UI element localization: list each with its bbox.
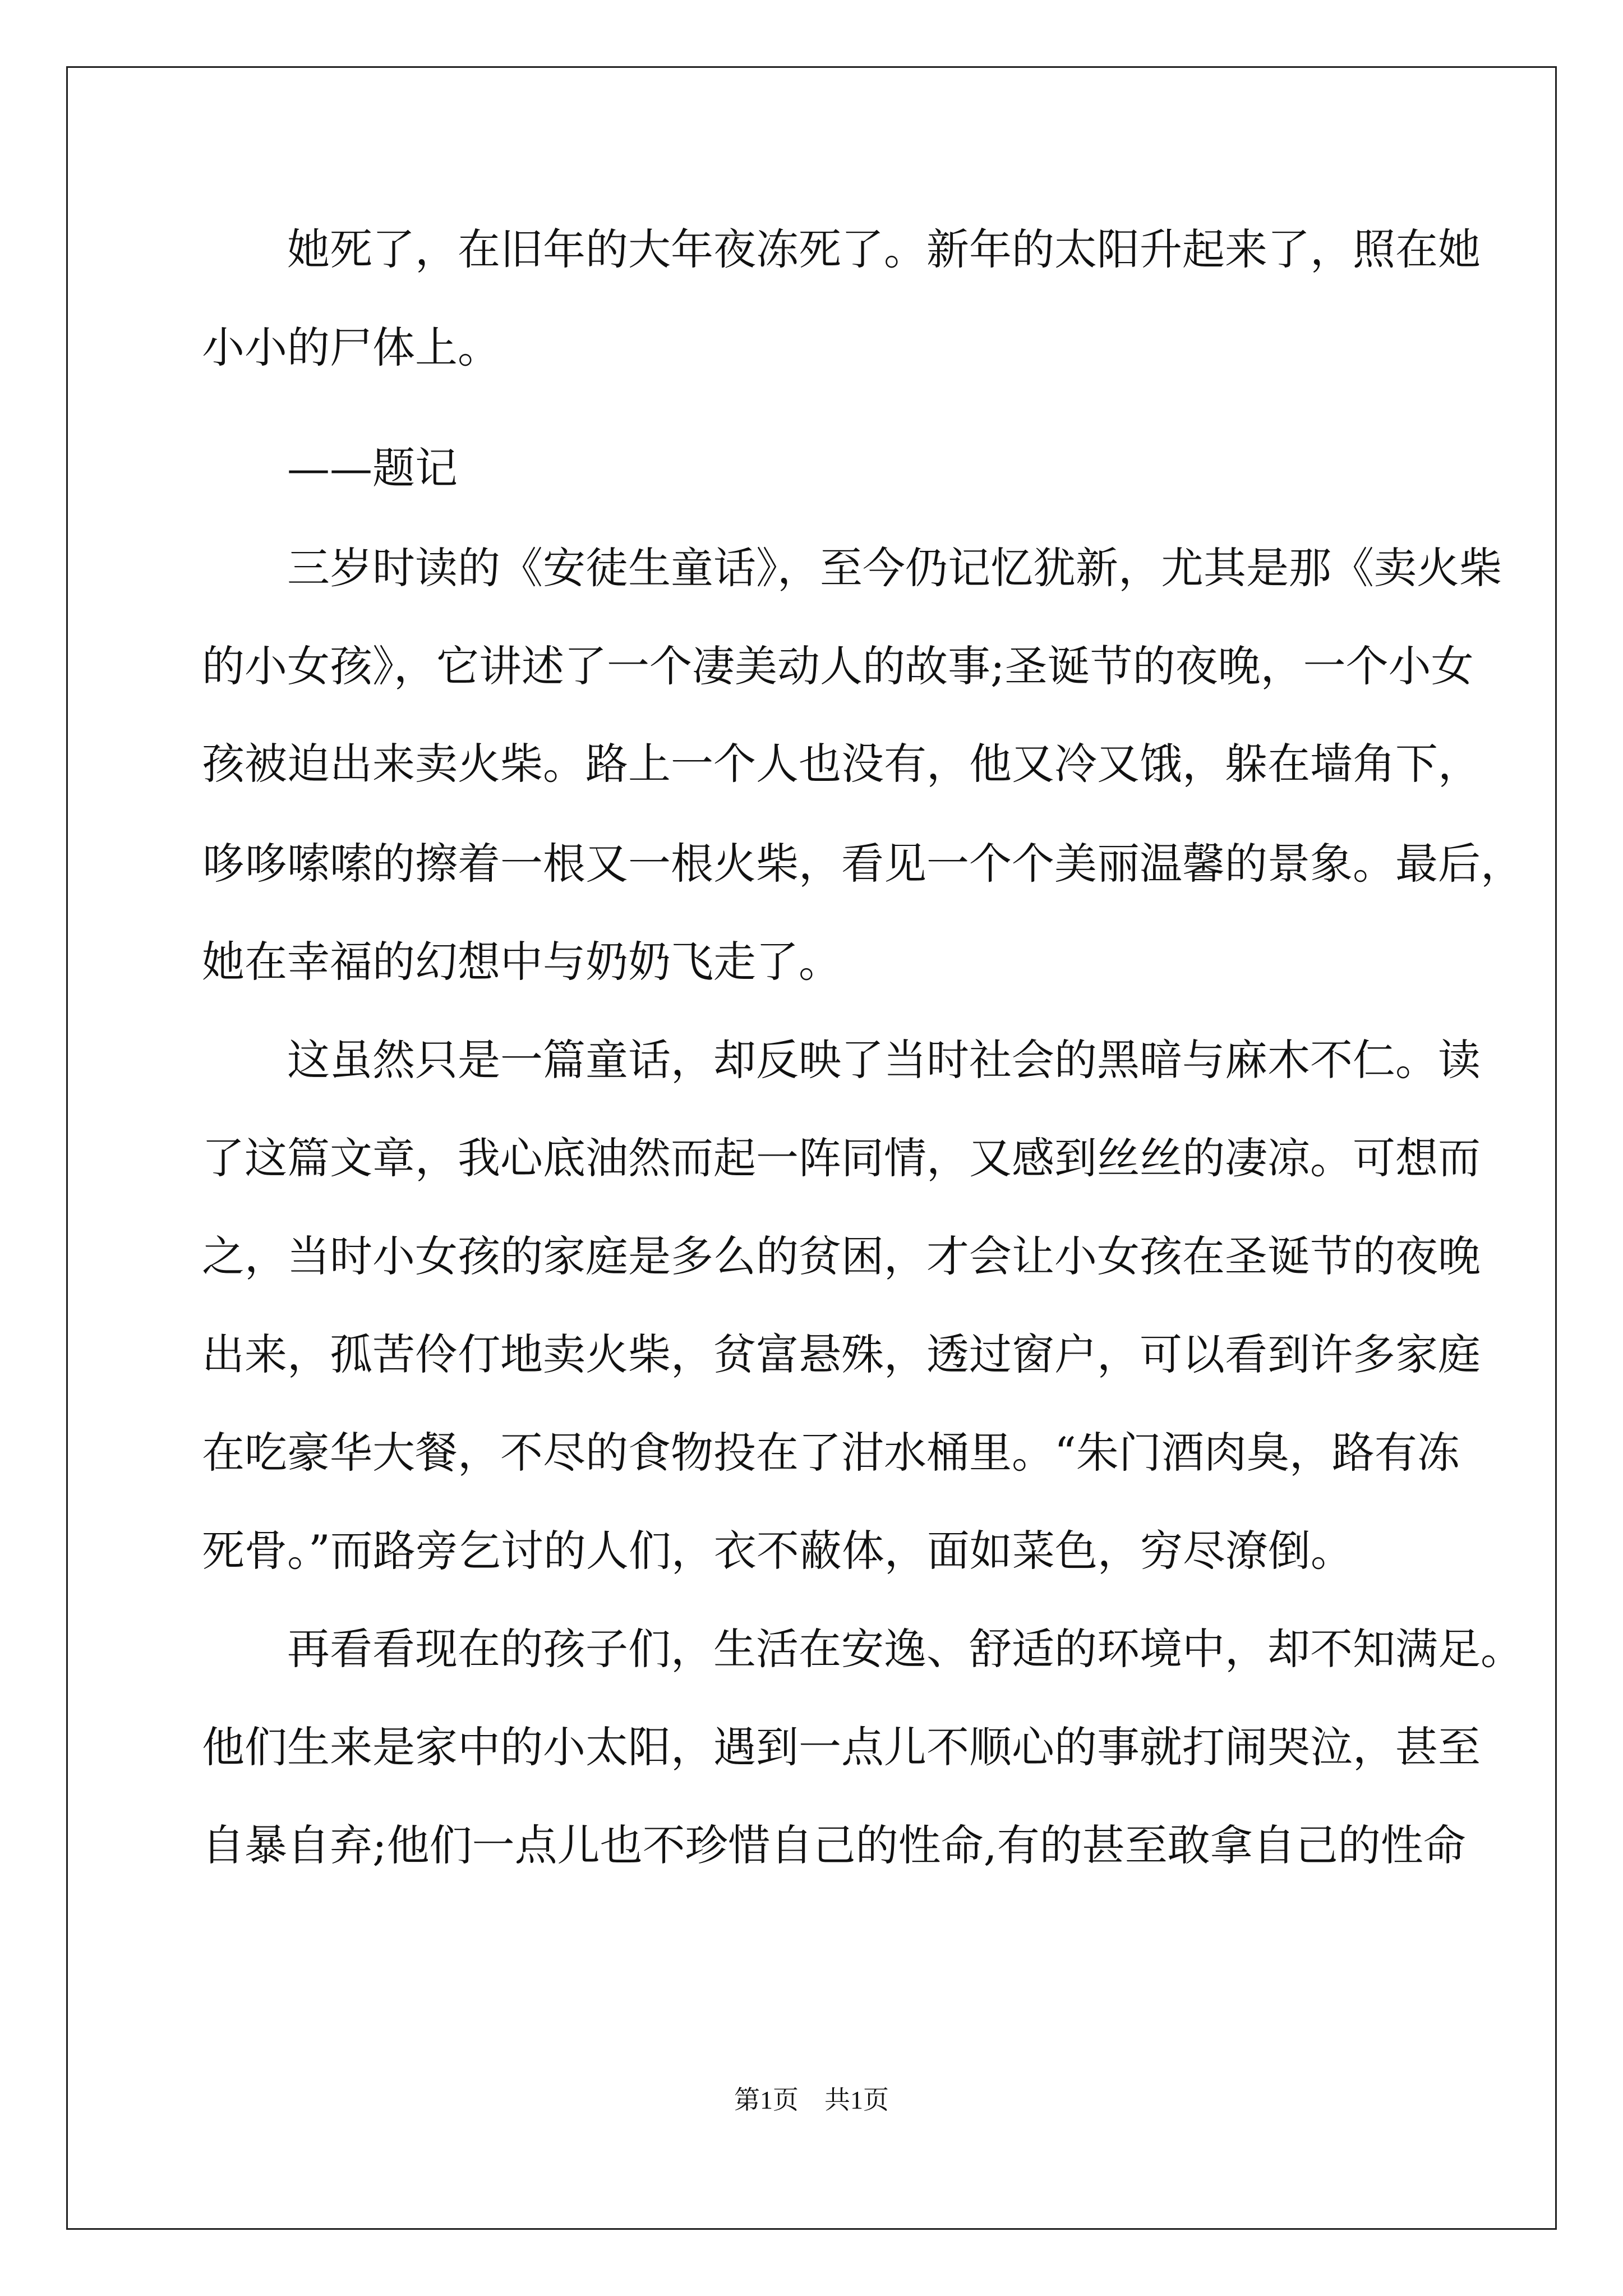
text-line: 他们生来是家中的小太阳，遇到一点儿不顺心的事就打闹哭泣，甚至 — [202, 1722, 1481, 1772]
text-line: 出来，孤苦伶仃地卖火柴，贫富悬殊，透过窗户，可以看到许多家庭 — [202, 1329, 1481, 1379]
text-line: 她在幸福的幻想中与奶奶飞走了。 — [202, 937, 841, 987]
text-line: 哆哆嗦嗦的擦着一根又一根火柴，看见一个个美丽温馨的景象。最后， — [202, 839, 1523, 889]
text-line: 孩被迫出来卖火柴。路上一个人也没有，他又冷又饿，躲在墙角下， — [202, 739, 1481, 789]
text-line: 的小女孩》，它讲述了一个凄美动人的故事;圣诞节的夜晚，一个小女 — [202, 641, 1474, 691]
text-line: 三岁时读的《安徒生童话》，至今仍记忆犹新，尤其是那《卖火柴 — [202, 543, 1502, 593]
page-number: 第1页 共1页 — [734, 2086, 889, 2114]
text-line: 她死了，在旧年的大年夜冻死了。新年的太阳升起来了，照在她 — [202, 224, 1481, 274]
text-line: 在吃豪华大餐，不尽的食物投在了泔水桶里。“朱门酒肉臭，路有冻 — [202, 1428, 1460, 1478]
text-line: 了这篇文章，我心底油然而起一阵同情，又感到丝丝的凄凉。可想而 — [202, 1133, 1481, 1183]
text-line: 再看看现在的孩子们，生活在安逸、舒适的环境中，却不知满足。 — [202, 1624, 1523, 1674]
text-line: 之，当时小女孩的家庭是多么的贫困，才会让小女孩在圣诞节的夜晚 — [202, 1231, 1481, 1281]
text-line: 死骨。”而路旁乞讨的人们，衣不蔽体，面如菜色，穷尽潦倒。 — [202, 1526, 1353, 1576]
text-line: 小小的尸体上。 — [202, 323, 500, 372]
epigraph-attribution: ——题记 — [202, 443, 458, 493]
text-line: 自暴自弃;他们一点儿也不珍惜自己的性命,有的甚至敢拿自己的性命 — [202, 1820, 1466, 1870]
text-line: 这虽然只是一篇童话，却反映了当时社会的黑暗与麻木不仁。读 — [202, 1035, 1481, 1085]
